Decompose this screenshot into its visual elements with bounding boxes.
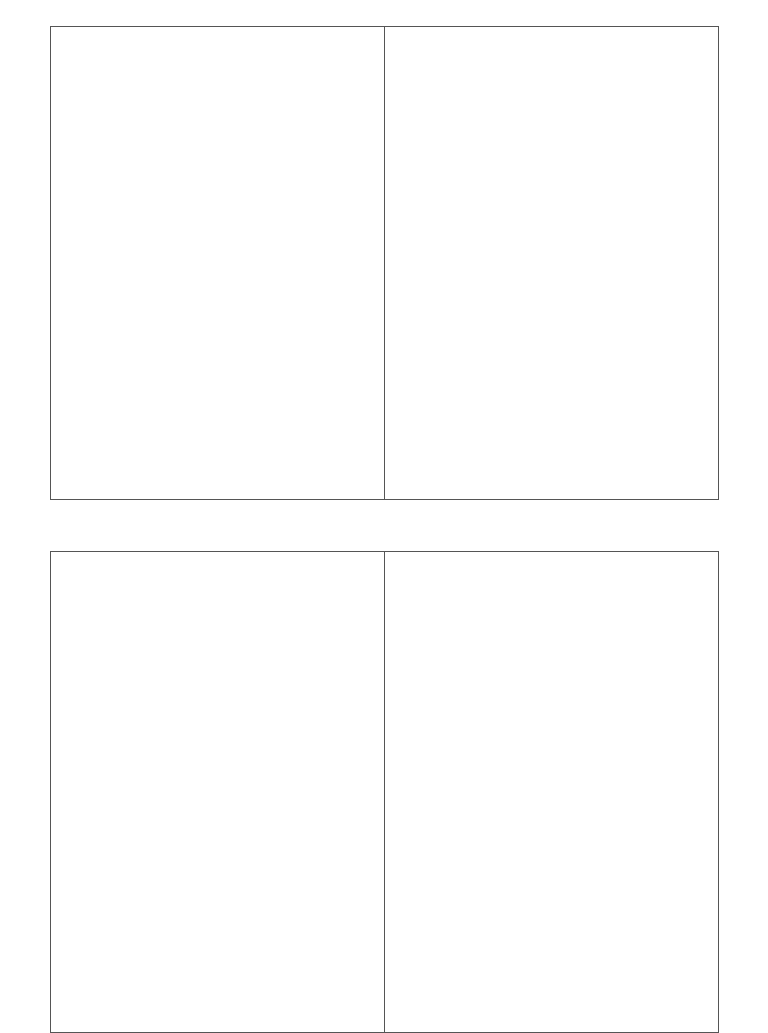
sheet-divider bbox=[384, 27, 385, 499]
sheet-divider bbox=[384, 552, 385, 1032]
ijazah-sheet bbox=[50, 26, 719, 500]
daftar-nilai-sheet bbox=[50, 551, 719, 1033]
